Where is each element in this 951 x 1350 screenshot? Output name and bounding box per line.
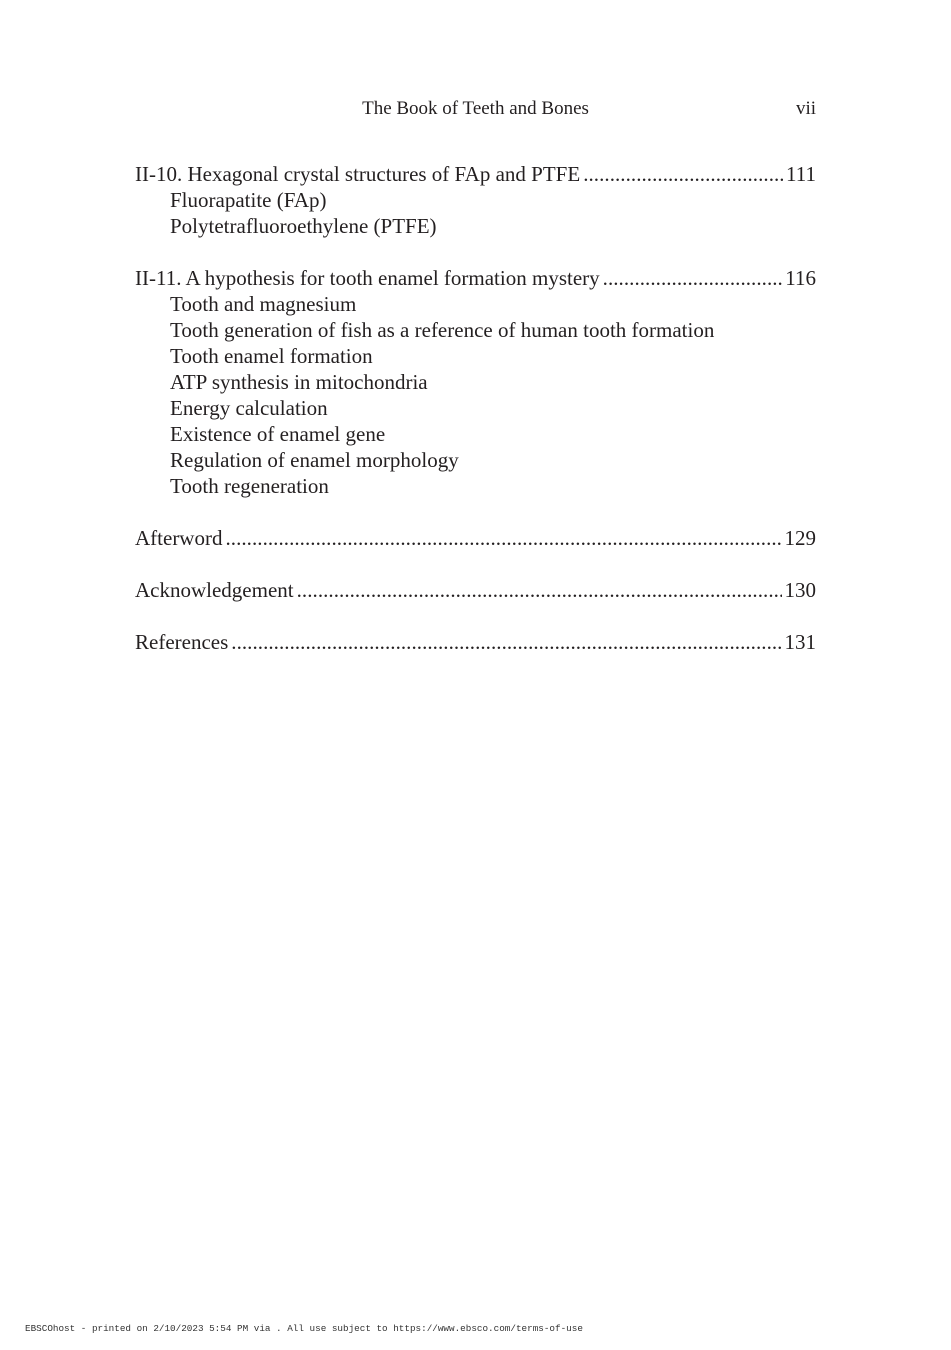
toc-subitem: ATP synthesis in mitochondria bbox=[170, 370, 428, 394]
table-of-contents bbox=[135, 161, 816, 655]
toc-subitem: Energy calculation bbox=[170, 396, 328, 420]
dot-leader bbox=[583, 161, 783, 187]
toc-entry-ii-11 bbox=[135, 265, 816, 499]
toc-entry-page: 116 bbox=[785, 266, 816, 290]
toc-entry-title: References bbox=[135, 630, 229, 654]
toc-subitem: Fluorapatite (FAp) bbox=[170, 188, 327, 212]
toc-entry-ii-10 bbox=[135, 161, 816, 239]
dot-leader bbox=[297, 577, 782, 603]
toc-subitem: Tooth enamel formation bbox=[170, 344, 373, 368]
toc-subitem: Tooth regeneration bbox=[170, 474, 329, 498]
running-head bbox=[135, 98, 816, 122]
page-number: vii bbox=[795, 98, 816, 119]
toc-subitem: Existence of enamel gene bbox=[170, 422, 386, 446]
toc-entry-page: 129 bbox=[784, 526, 816, 550]
book-title: The Book of Teeth and Bones bbox=[362, 98, 589, 119]
toc-entry-page: 130 bbox=[784, 578, 816, 602]
toc-entry-title: Afterword bbox=[135, 526, 223, 550]
dot-leader bbox=[603, 265, 783, 291]
toc-entry-title: II-11. A hypothesis for tooth enamel formation mystery bbox=[135, 266, 600, 290]
toc-entry-page: 131 bbox=[784, 630, 816, 654]
toc-entry-acknowledgement bbox=[135, 577, 816, 603]
toc-subitem: Tooth and magnesium bbox=[170, 292, 357, 316]
print-footer: EBSCOhost - printed on 2/10/2023 5:54 PM via . All use subject to https://www.ebsco.com/terms-of-use bbox=[25, 1323, 583, 1334]
toc-subitem: Polytetrafluoroethylene (PTFE) bbox=[170, 214, 437, 238]
toc-subitem: Regulation of enamel morphology bbox=[170, 448, 459, 472]
toc-entry-title: Acknowledgement bbox=[135, 578, 294, 602]
toc-entry-title: II-10. Hexagonal crystal structures of FAp and PTFE bbox=[135, 162, 581, 186]
dot-leader bbox=[225, 525, 781, 551]
toc-subitem: Tooth generation of fish as a reference of human tooth formation bbox=[170, 318, 715, 342]
toc-entry-references bbox=[135, 629, 816, 655]
toc-entry-afterword bbox=[135, 525, 816, 551]
dot-leader bbox=[231, 629, 781, 655]
toc-entry-page: 111 bbox=[786, 162, 816, 186]
